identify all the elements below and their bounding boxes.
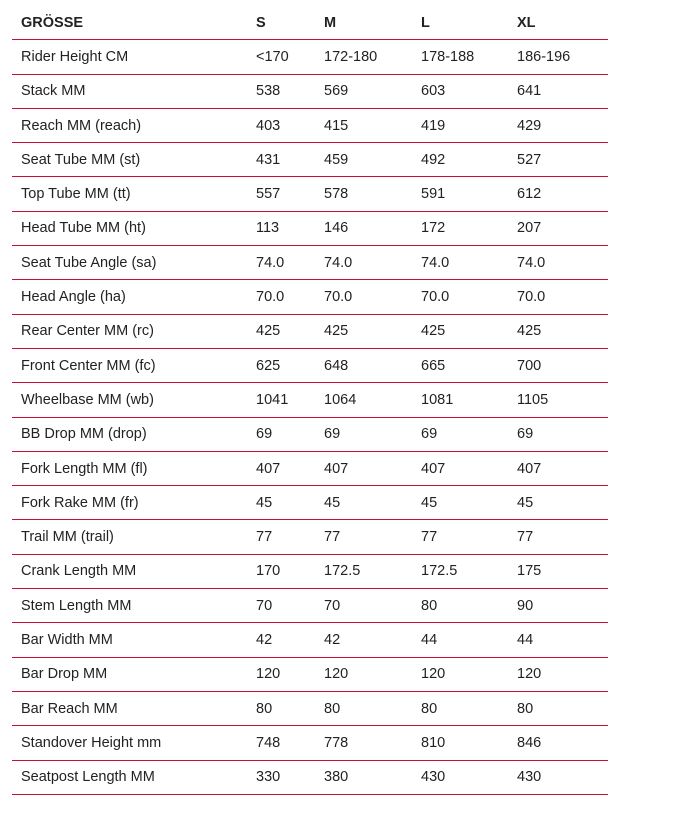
cell-size-l: 665: [421, 357, 446, 374]
cell-size-xl: 90: [517, 597, 534, 614]
cell-label: Rear Center MM (rc): [21, 323, 154, 340]
cell-label: Standover Height mm: [21, 734, 162, 751]
cell-size-l: 430: [421, 769, 446, 786]
cell-label: Trail MM (trail): [21, 529, 114, 546]
cell-size-s: 42: [256, 631, 273, 648]
cell-size-s: 70.0: [256, 289, 285, 306]
cell-size-xl: 1105: [517, 391, 549, 408]
table-row: [12, 452, 608, 486]
table-row: [12, 212, 608, 246]
cell-label: Head Angle (ha): [21, 289, 126, 306]
cell-size-s: 425: [256, 323, 281, 340]
cell-size-xl: 700: [517, 357, 542, 374]
table-row: [12, 177, 608, 211]
cell-size-s: 77: [256, 529, 273, 546]
table-header-row: [12, 6, 608, 40]
cell-size-s: 45: [256, 494, 273, 511]
table-row: [12, 589, 608, 623]
cell-size-s: 74.0: [256, 254, 285, 271]
header-l: L: [421, 14, 430, 31]
cell-size-m: 77: [324, 529, 341, 546]
cell-size-s: 69: [256, 426, 273, 443]
cell-size-l: 70.0: [421, 289, 450, 306]
cell-size-xl: 430: [517, 769, 542, 786]
cell-size-s: 431: [256, 151, 281, 168]
cell-size-xl: 407: [517, 460, 542, 477]
cell-size-m: 569: [324, 83, 349, 100]
cell-size-xl: 641: [517, 83, 542, 100]
header-s: S: [256, 14, 266, 31]
cell-size-l: 44: [421, 631, 438, 648]
cell-size-m: 172-180: [324, 48, 378, 65]
cell-size-s: 403: [256, 117, 281, 134]
cell-size-xl: 77: [517, 529, 534, 546]
cell-size-s: 407: [256, 460, 281, 477]
cell-size-m: 146: [324, 220, 349, 237]
header-size: GRÖSSE: [21, 14, 84, 31]
cell-size-m: 415: [324, 117, 349, 134]
table-row: [12, 520, 608, 554]
cell-size-xl: 45: [517, 494, 534, 511]
table-row: [12, 418, 608, 452]
table-row: [12, 349, 608, 383]
table-row: [12, 40, 608, 74]
cell-label: Seatpost Length MM: [21, 769, 155, 786]
cell-label: Fork Rake MM (fr): [21, 494, 139, 511]
cell-size-l: 172: [421, 220, 446, 237]
table-row: [12, 143, 608, 177]
cell-size-xl: 612: [517, 186, 542, 203]
cell-size-l: 419: [421, 117, 446, 134]
cell-size-xl: 186-196: [517, 48, 571, 65]
cell-label: Head Tube MM (ht): [21, 220, 146, 237]
cell-size-l: 810: [421, 734, 446, 751]
cell-label: Top Tube MM (tt): [21, 186, 131, 203]
cell-size-s: 80: [256, 700, 273, 717]
table-row: [12, 109, 608, 143]
cell-size-m: 120: [324, 666, 349, 683]
cell-label: Seat Tube MM (st): [21, 151, 141, 168]
cell-label: Wheelbase MM (wb): [21, 391, 154, 408]
cell-size-xl: 846: [517, 734, 542, 751]
cell-size-l: 425: [421, 323, 446, 340]
cell-size-m: 578: [324, 186, 349, 203]
table-row: [12, 280, 608, 314]
cell-size-l: 492: [421, 151, 446, 168]
cell-label: Seat Tube Angle (sa): [21, 254, 157, 271]
cell-size-s: 748: [256, 734, 281, 751]
cell-size-m: 70: [324, 597, 341, 614]
table-row: [12, 75, 608, 109]
cell-label: Front Center MM (fc): [21, 357, 156, 374]
cell-label: Fork Length MM (fl): [21, 460, 148, 477]
cell-size-s: 538: [256, 83, 281, 100]
header-xl: XL: [517, 14, 536, 31]
cell-size-l: 80: [421, 597, 438, 614]
cell-size-s: 625: [256, 357, 281, 374]
cell-size-l: 74.0: [421, 254, 450, 271]
cell-size-l: 45: [421, 494, 438, 511]
cell-label: Bar Reach MM: [21, 700, 118, 717]
table-body: [12, 40, 608, 795]
cell-label: Crank Length MM: [21, 563, 137, 580]
cell-size-s: 557: [256, 186, 281, 203]
cell-size-m: 380: [324, 769, 349, 786]
cell-label: Stack MM: [21, 83, 86, 100]
table-row: [12, 726, 608, 760]
cell-label: Bar Drop MM: [21, 666, 108, 683]
cell-size-m: 425: [324, 323, 349, 340]
cell-size-s: 120: [256, 666, 281, 683]
cell-size-xl: 44: [517, 631, 534, 648]
table-row: [12, 761, 608, 795]
cell-size-m: 407: [324, 460, 349, 477]
cell-size-m: 80: [324, 700, 341, 717]
cell-size-xl: 120: [517, 666, 542, 683]
cell-size-s: 113: [256, 220, 280, 237]
cell-size-s: 70: [256, 597, 273, 614]
cell-size-m: 648: [324, 357, 349, 374]
cell-label: BB Drop MM (drop): [21, 426, 147, 443]
cell-size-xl: 425: [517, 323, 542, 340]
table-row: [12, 486, 608, 520]
table-row: [12, 658, 608, 692]
cell-size-m: 70.0: [324, 289, 353, 306]
cell-size-xl: 527: [517, 151, 542, 168]
table-row: [12, 383, 608, 417]
cell-label: Reach MM (reach): [21, 117, 142, 134]
header-m: M: [324, 14, 337, 31]
cell-size-m: 1064: [324, 391, 357, 408]
cell-size-s: <170: [256, 48, 289, 65]
cell-size-l: 172.5: [421, 563, 458, 580]
cell-size-xl: 69: [517, 426, 534, 443]
cell-size-m: 172.5: [324, 563, 361, 580]
cell-size-m: 74.0: [324, 254, 353, 271]
cell-size-m: 42: [324, 631, 341, 648]
cell-size-l: 603: [421, 83, 446, 100]
table-row: [12, 555, 608, 589]
cell-size-xl: 429: [517, 117, 542, 134]
cell-size-m: 778: [324, 734, 349, 751]
cell-size-l: 80: [421, 700, 438, 717]
cell-size-xl: 207: [517, 220, 542, 237]
table-row: [12, 692, 608, 726]
cell-size-l: 77: [421, 529, 438, 546]
cell-size-l: 178-188: [421, 48, 475, 65]
cell-size-l: 591: [421, 186, 446, 203]
geometry-table: [12, 6, 608, 795]
cell-size-s: 170: [256, 563, 281, 580]
cell-size-s: 1041: [256, 391, 289, 408]
cell-size-xl: 80: [517, 700, 534, 717]
cell-size-xl: 175: [517, 563, 542, 580]
cell-size-s: 330: [256, 769, 281, 786]
table-row: [12, 315, 608, 349]
cell-size-m: 459: [324, 151, 349, 168]
cell-size-l: 120: [421, 666, 446, 683]
cell-size-l: 1081: [421, 391, 454, 408]
cell-label: Stem Length MM: [21, 597, 132, 614]
cell-size-xl: 70.0: [517, 289, 546, 306]
cell-size-m: 45: [324, 494, 341, 511]
cell-label: Rider Height CM: [21, 48, 129, 65]
cell-size-xl: 74.0: [517, 254, 546, 271]
cell-size-l: 69: [421, 426, 438, 443]
cell-size-l: 407: [421, 460, 446, 477]
cell-size-m: 69: [324, 426, 341, 443]
cell-label: Bar Width MM: [21, 631, 113, 648]
table-row: [12, 246, 608, 280]
table-row: [12, 623, 608, 657]
